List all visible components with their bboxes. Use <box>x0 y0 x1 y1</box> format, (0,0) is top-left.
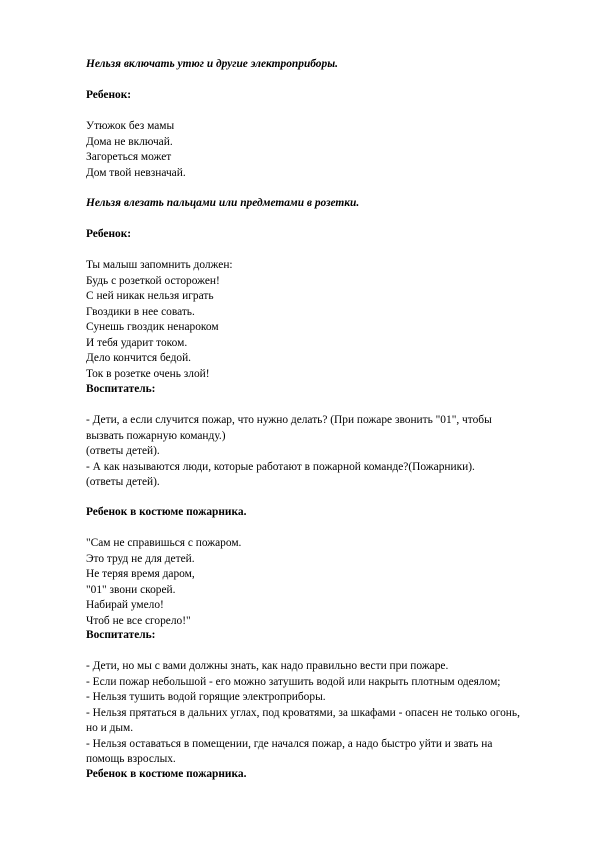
text-line: С ней никак нельзя играть <box>86 290 214 302</box>
text-line: Ты малыш запомнить должен: <box>86 259 233 271</box>
text-line: Чтоб не все сгорело!" <box>86 614 191 627</box>
text-line: Будь с розеткой осторожен! <box>86 274 220 287</box>
speaker-label-child <box>86 88 526 104</box>
text-line: Сунешь гвоздик ненароком <box>86 321 219 333</box>
text-line: Нельзя включать утюг и другие электроприборы. <box>86 58 338 70</box>
text-line: Гвоздики в нее совать. <box>86 305 195 318</box>
text-line: - Нельзя оставаться в помещении, где начался пожар, а надо быстро уйти и звать на помощь взрослых. <box>86 737 493 765</box>
text-line: Дело кончится бедой. <box>86 352 192 364</box>
text-line: - Дети, но мы с вами должны знать, как надо правильно вести при пожаре. <box>86 660 449 672</box>
poem-firefighter <box>86 536 526 629</box>
text-line: Это труд не для детей. <box>86 552 195 565</box>
text-line: Воспитатель: <box>86 629 156 641</box>
dialogue-fire-rules <box>86 659 526 768</box>
text-line: - Дети, а если случится пожар, что нужно делать? (При пожаре звонить "01", чтобы вызвать пожарную команду.) <box>86 414 492 442</box>
text-line: Ребенок в костюме пожарника. <box>86 506 247 518</box>
text-line: Ток в розетке очень злой! <box>86 367 210 380</box>
text-line: Ребенок в костюме пожарника. <box>86 768 247 780</box>
dialogue-fire <box>86 413 526 491</box>
text-line: Нельзя влезать пальцами или предметами в розетки. <box>86 197 360 209</box>
text-line: (ответы детей). <box>86 476 160 488</box>
heading-socket-rule <box>86 196 526 212</box>
poem-socket <box>86 258 526 382</box>
text-line: Загореться может <box>86 151 172 163</box>
text-line: "01" звони скорей. <box>86 583 176 596</box>
speaker-label-teacher <box>86 382 526 398</box>
text-line: "Сам не справишься с пожаром. <box>86 537 242 549</box>
speaker-label-firefighter-child <box>86 505 526 521</box>
text-line: - Если пожар небольшой - его можно затушить водой или накрыть плотным одеялом; <box>86 675 501 688</box>
heading-iron-rule <box>86 57 526 73</box>
text-line: Ребенок: <box>86 89 132 101</box>
speaker-label-firefighter-child <box>86 767 526 783</box>
text-line: Ребенок: <box>86 228 132 240</box>
text-line: И тебя ударит током. <box>86 336 188 349</box>
text-line: Воспитатель: <box>86 383 156 395</box>
poem-iron <box>86 119 526 181</box>
text-line: Дом твой невзначай. <box>86 166 186 179</box>
speaker-label-teacher <box>86 628 526 644</box>
text-line: - Нельзя тушить водой горящие электроприборы. <box>86 691 326 703</box>
text-line: - А как называются люди, которые работают в пожарной команде?(Пожарники). <box>86 460 475 473</box>
text-line: Дома не включай. <box>86 135 173 148</box>
text-line: (ответы детей). <box>86 445 160 457</box>
text-line: Утюжок без мамы <box>86 120 175 132</box>
speaker-label-child <box>86 227 526 243</box>
text-line: - Нельзя прятаться в дальних углах, под кроватями, за шкафами - опасен не только огонь, но и дым. <box>86 706 520 734</box>
text-line: Не теряя время даром, <box>86 568 195 580</box>
text-line: Набирай умело! <box>86 599 164 611</box>
